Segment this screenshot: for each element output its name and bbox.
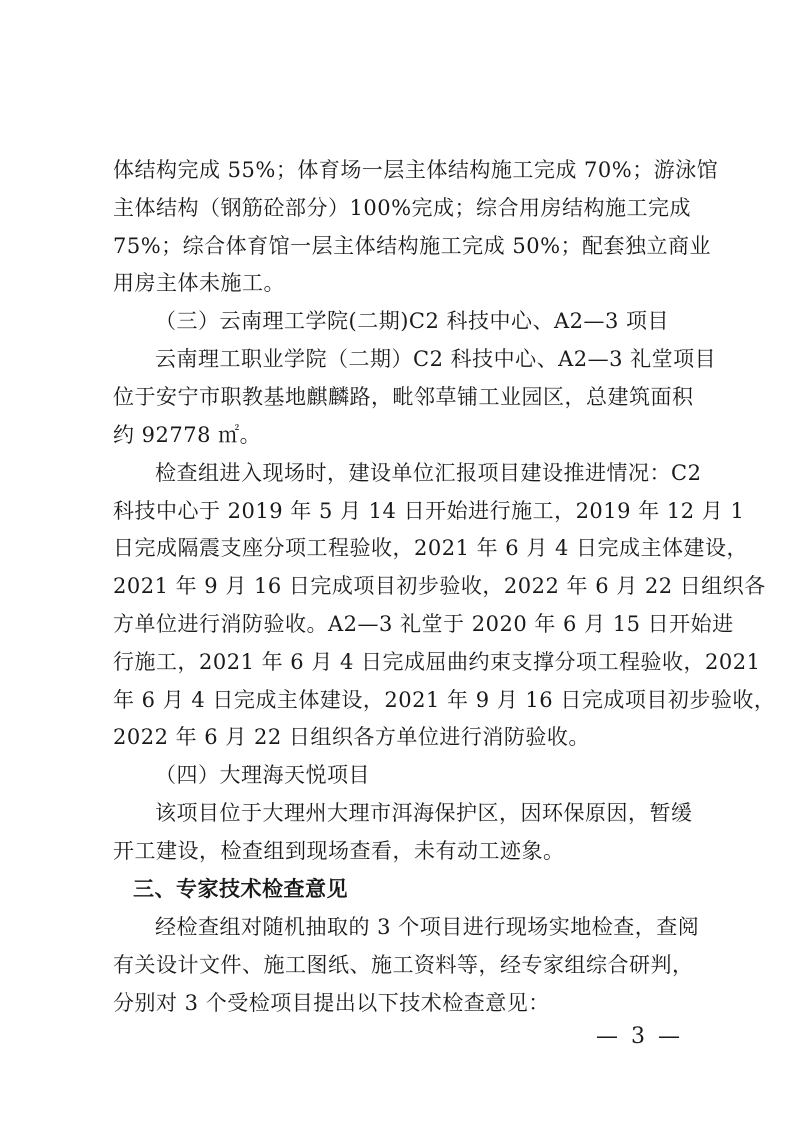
chapter-heading: 三、专家技术检查意见	[133, 877, 348, 901]
body-line-16: 2022 年 6 月 22 日组织各方单位进行消防验收。	[113, 725, 590, 749]
page-number: — 3 —	[596, 1024, 683, 1049]
body-line-14: 行施工，2021 年 6 月 4 日完成屈曲约束支撑分项工程验收，2021	[113, 650, 761, 674]
body-line-19: 开工建设，检查组到现场查看，未有动工迹象。	[113, 839, 565, 863]
body-line-2: 主体结构（钢筋砼部分）100%完成；综合用房结构施工完成	[113, 196, 692, 220]
body-line-3: 75%；综合体育馆一层主体结构施工完成 50%；配套独立商业	[113, 234, 712, 258]
body-line-11: 日完成隔震支座分项工程验收，2021 年 6 月 4 日完成主体建设，	[113, 536, 749, 560]
body-line-13: 方单位进行消防验收。A2—3 礼堂于 2020 年 6 月 15 日开始进	[113, 612, 734, 636]
body-line-21: 经检查组对随机抽取的 3 个项目进行现场实地检查，查阅	[155, 915, 700, 939]
body-line-1: 体结构完成 55%；体育场一层主体结构施工完成 70%；游泳馆	[113, 158, 719, 182]
body-line-7: 位于安宁市职教基地麒麟路，毗邻草铺工业园区，总建筑面积	[113, 385, 694, 409]
body-line-15: 年 6 月 4 日完成主体建设，2021 年 9 月 16 日完成项目初步验收，	[113, 688, 776, 712]
section-heading-4: （四）大理海天悦项目	[155, 763, 370, 787]
body-line-10: 科技中心于 2019 年 5 月 14 日开始进行施工，2019 年 12 月 1	[113, 499, 745, 523]
body-line-22: 有关设计文件、施工图纸、施工资料等，经专家组综合研判，	[113, 953, 694, 977]
body-line-18: 该项目位于大理州大理市洱海保护区，因环保原因，暂缓	[155, 801, 693, 825]
body-line-4: 用房主体未施工。	[113, 271, 285, 295]
body-line-12: 2021 年 9 月 16 日完成项目初步验收，2022 年 6 月 22 日组织各	[113, 574, 766, 598]
body-line-23: 分别对 3 个受检项目提出以下技术检查意见：	[113, 991, 550, 1015]
body-line-9: 检查组进入现场时，建设单位汇报项目建设推进情况：C2	[155, 461, 702, 485]
section-heading-3: （三）云南理工学院(二期)C2 科技中心、A2—3 项目	[155, 309, 670, 333]
body-line-6: 云南理工职业学院（二期）C2 科技中心、A2—3 礼堂项目	[155, 347, 717, 371]
body-line-8: 约 92778 ㎡。	[113, 423, 262, 447]
